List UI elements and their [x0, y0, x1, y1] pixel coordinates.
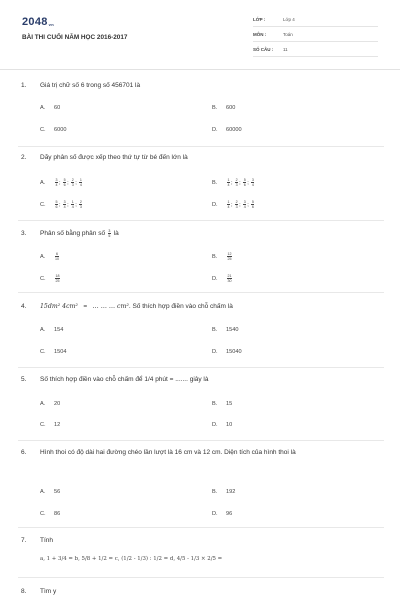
fraction: $\frac{1}{4}$ [79, 178, 82, 187]
answer-d[interactable]: D. 15040 [212, 349, 242, 355]
question-7 [18, 535, 384, 547]
question-4 [18, 301, 384, 313]
question-text: 15dm² 4cm² = … … … cm². Số thích hợp điền vào chỗ chấm là [40, 303, 233, 310]
divider [18, 440, 384, 441]
fraction: $\frac{3}{4}$ [63, 200, 66, 209]
class-value: Lớp 4 [283, 17, 295, 22]
fraction: $\frac{2}{3}$ [235, 200, 238, 209]
answer-a[interactable]: A. $\frac{3}{4}$ ; $\frac{5}{6}$ ; $\frac{2}{3}$ ; $\frac{1}{4}$ [40, 178, 82, 187]
fraction: $\frac{6}{10}$ [55, 252, 59, 261]
answer-b[interactable]: B. 600 [212, 105, 236, 111]
answer-d[interactable]: D. 10 [212, 422, 233, 428]
divider [18, 367, 384, 368]
answer-c[interactable]: C. $\frac{18}{25}$ [40, 274, 60, 283]
exam-title: BÀI THI CUỐI NĂM HỌC 2016-2017 [22, 34, 128, 41]
question-6 [18, 447, 384, 459]
question-number: 6. [21, 449, 27, 456]
question-text: Dãy phân số được xếp theo thứ tự từ bé đến lớn là [40, 154, 188, 161]
question-text: Hình thoi có độ dài hai đường chéo lần lượt là 16 cm và 12 cm. Diện tích của hình thoi là [40, 449, 296, 456]
site-logo[interactable]: $2048_{vn}$ [22, 16, 54, 28]
divider [18, 220, 384, 221]
answer-b[interactable]: B. $\frac{1}{4}$ ; $\frac{2}{3}$ ; $\frac{5}{6}$ ; $\frac{3}{4}$ [212, 178, 254, 187]
question-text: Giá trị chữ số 6 trong số 456701 là [40, 82, 141, 89]
answer-c[interactable]: C. $\frac{5}{6}$ ; $\frac{3}{4}$ ; $\frac{1}{4}$ ; $\frac{2}{3}$ [40, 200, 82, 209]
answer-a[interactable]: A. 56 [40, 489, 61, 495]
answer-c[interactable]: C. 86 [40, 511, 61, 517]
answer-b[interactable]: B. $\frac{12}{25}$ [212, 252, 232, 261]
answer-b[interactable]: B. 15 [212, 401, 233, 407]
question-text: Số thích hợp điền vào chỗ chấm để 1/4 phút = ....... giây là [40, 376, 209, 383]
fraction: $\frac{3}{4}$ [55, 178, 58, 187]
answer-d[interactable]: D. 96 [212, 511, 233, 517]
answer-d[interactable]: D. 60000 [212, 127, 242, 133]
answer-d[interactable]: D. $\frac{1}{4}$ ; $\frac{2}{3}$ ; $\frac{3}{4}$ ; $\frac{5}{6}$ [212, 200, 254, 209]
answer-c[interactable]: C. 1504 [40, 349, 67, 355]
question-number: 7. [21, 537, 27, 544]
question-3 [18, 228, 384, 240]
question-text: Phân số bằng phân số $\frac{3}{5}$ là [40, 228, 119, 238]
question-text: Tính [40, 537, 54, 544]
fraction: $\frac{5}{6}$ [251, 200, 254, 209]
question-count-row [253, 45, 378, 57]
question-number: 1. [21, 82, 27, 89]
question-number: 2. [21, 154, 27, 161]
fraction: $\frac{3}{4}$ [251, 178, 254, 187]
divider [18, 292, 384, 293]
question-count-value: 11 [283, 47, 288, 52]
fraction: $\frac{12}{25}$ [227, 252, 232, 261]
subject-row [253, 30, 378, 42]
fraction: $\frac{5}{6}$ [243, 178, 246, 187]
answer-a[interactable]: A. 20 [40, 401, 61, 407]
fraction: $\frac{2}{3}$ [235, 178, 238, 187]
fraction: $\frac{1}{4}$ [227, 178, 230, 187]
fraction: $\frac{21}{30}$ [227, 274, 232, 283]
class-label: LỚP : [253, 17, 266, 22]
fraction: $\frac{18}{25}$ [55, 274, 60, 283]
subject-label: MÔN : [253, 32, 267, 37]
divider [18, 577, 384, 578]
question-8 [18, 586, 384, 598]
fraction: $\frac{1}{4}$ [71, 200, 74, 209]
question-5 [18, 374, 384, 386]
question-1 [18, 80, 384, 92]
answer-c[interactable]: C. 12 [40, 422, 61, 428]
question-number: 5. [21, 376, 27, 383]
question-number: 3. [21, 230, 27, 237]
question-2 [18, 152, 384, 164]
subject-value: Toán [283, 32, 293, 37]
question-text: Tìm y [40, 588, 57, 595]
answer-b[interactable]: B. 192 [212, 489, 236, 495]
question-count-label: SỐ CÂU : [253, 47, 274, 52]
answer-a[interactable]: A. $\frac{6}{10}$ [40, 252, 59, 261]
calculation-expressions: a, 1 + 3/4 = b, 5/8 + 1/2 = c, (1/2 - 1/3) : 1/2 = d, 4/5 - 1/3 × 2/5 = [40, 556, 223, 562]
answer-c[interactable]: C. 6000 [40, 127, 67, 133]
divider [18, 146, 384, 147]
answer-d[interactable]: D. $\frac{21}{30}$ [212, 274, 232, 283]
question-number: 8. [21, 588, 27, 595]
fraction: $\frac{2}{3}$ [79, 200, 82, 209]
fraction: $\frac{1}{4}$ [227, 200, 230, 209]
answer-a[interactable]: A. 60 [40, 105, 61, 111]
fraction: $\frac{5}{6}$ [63, 178, 66, 187]
fraction: $\frac{3}{4}$ [243, 200, 246, 209]
fraction: $\frac{5}{6}$ [55, 200, 58, 209]
fraction: $\frac{2}{3}$ [71, 178, 74, 187]
answer-a[interactable]: A. 154 [40, 327, 64, 333]
answer-b[interactable]: B. 1540 [212, 327, 239, 333]
question-number: 4. [21, 303, 27, 310]
exam-header [0, 0, 400, 70]
class-row [253, 15, 378, 27]
divider [18, 527, 384, 528]
fraction: $\frac{3}{5}$ [108, 228, 111, 238]
